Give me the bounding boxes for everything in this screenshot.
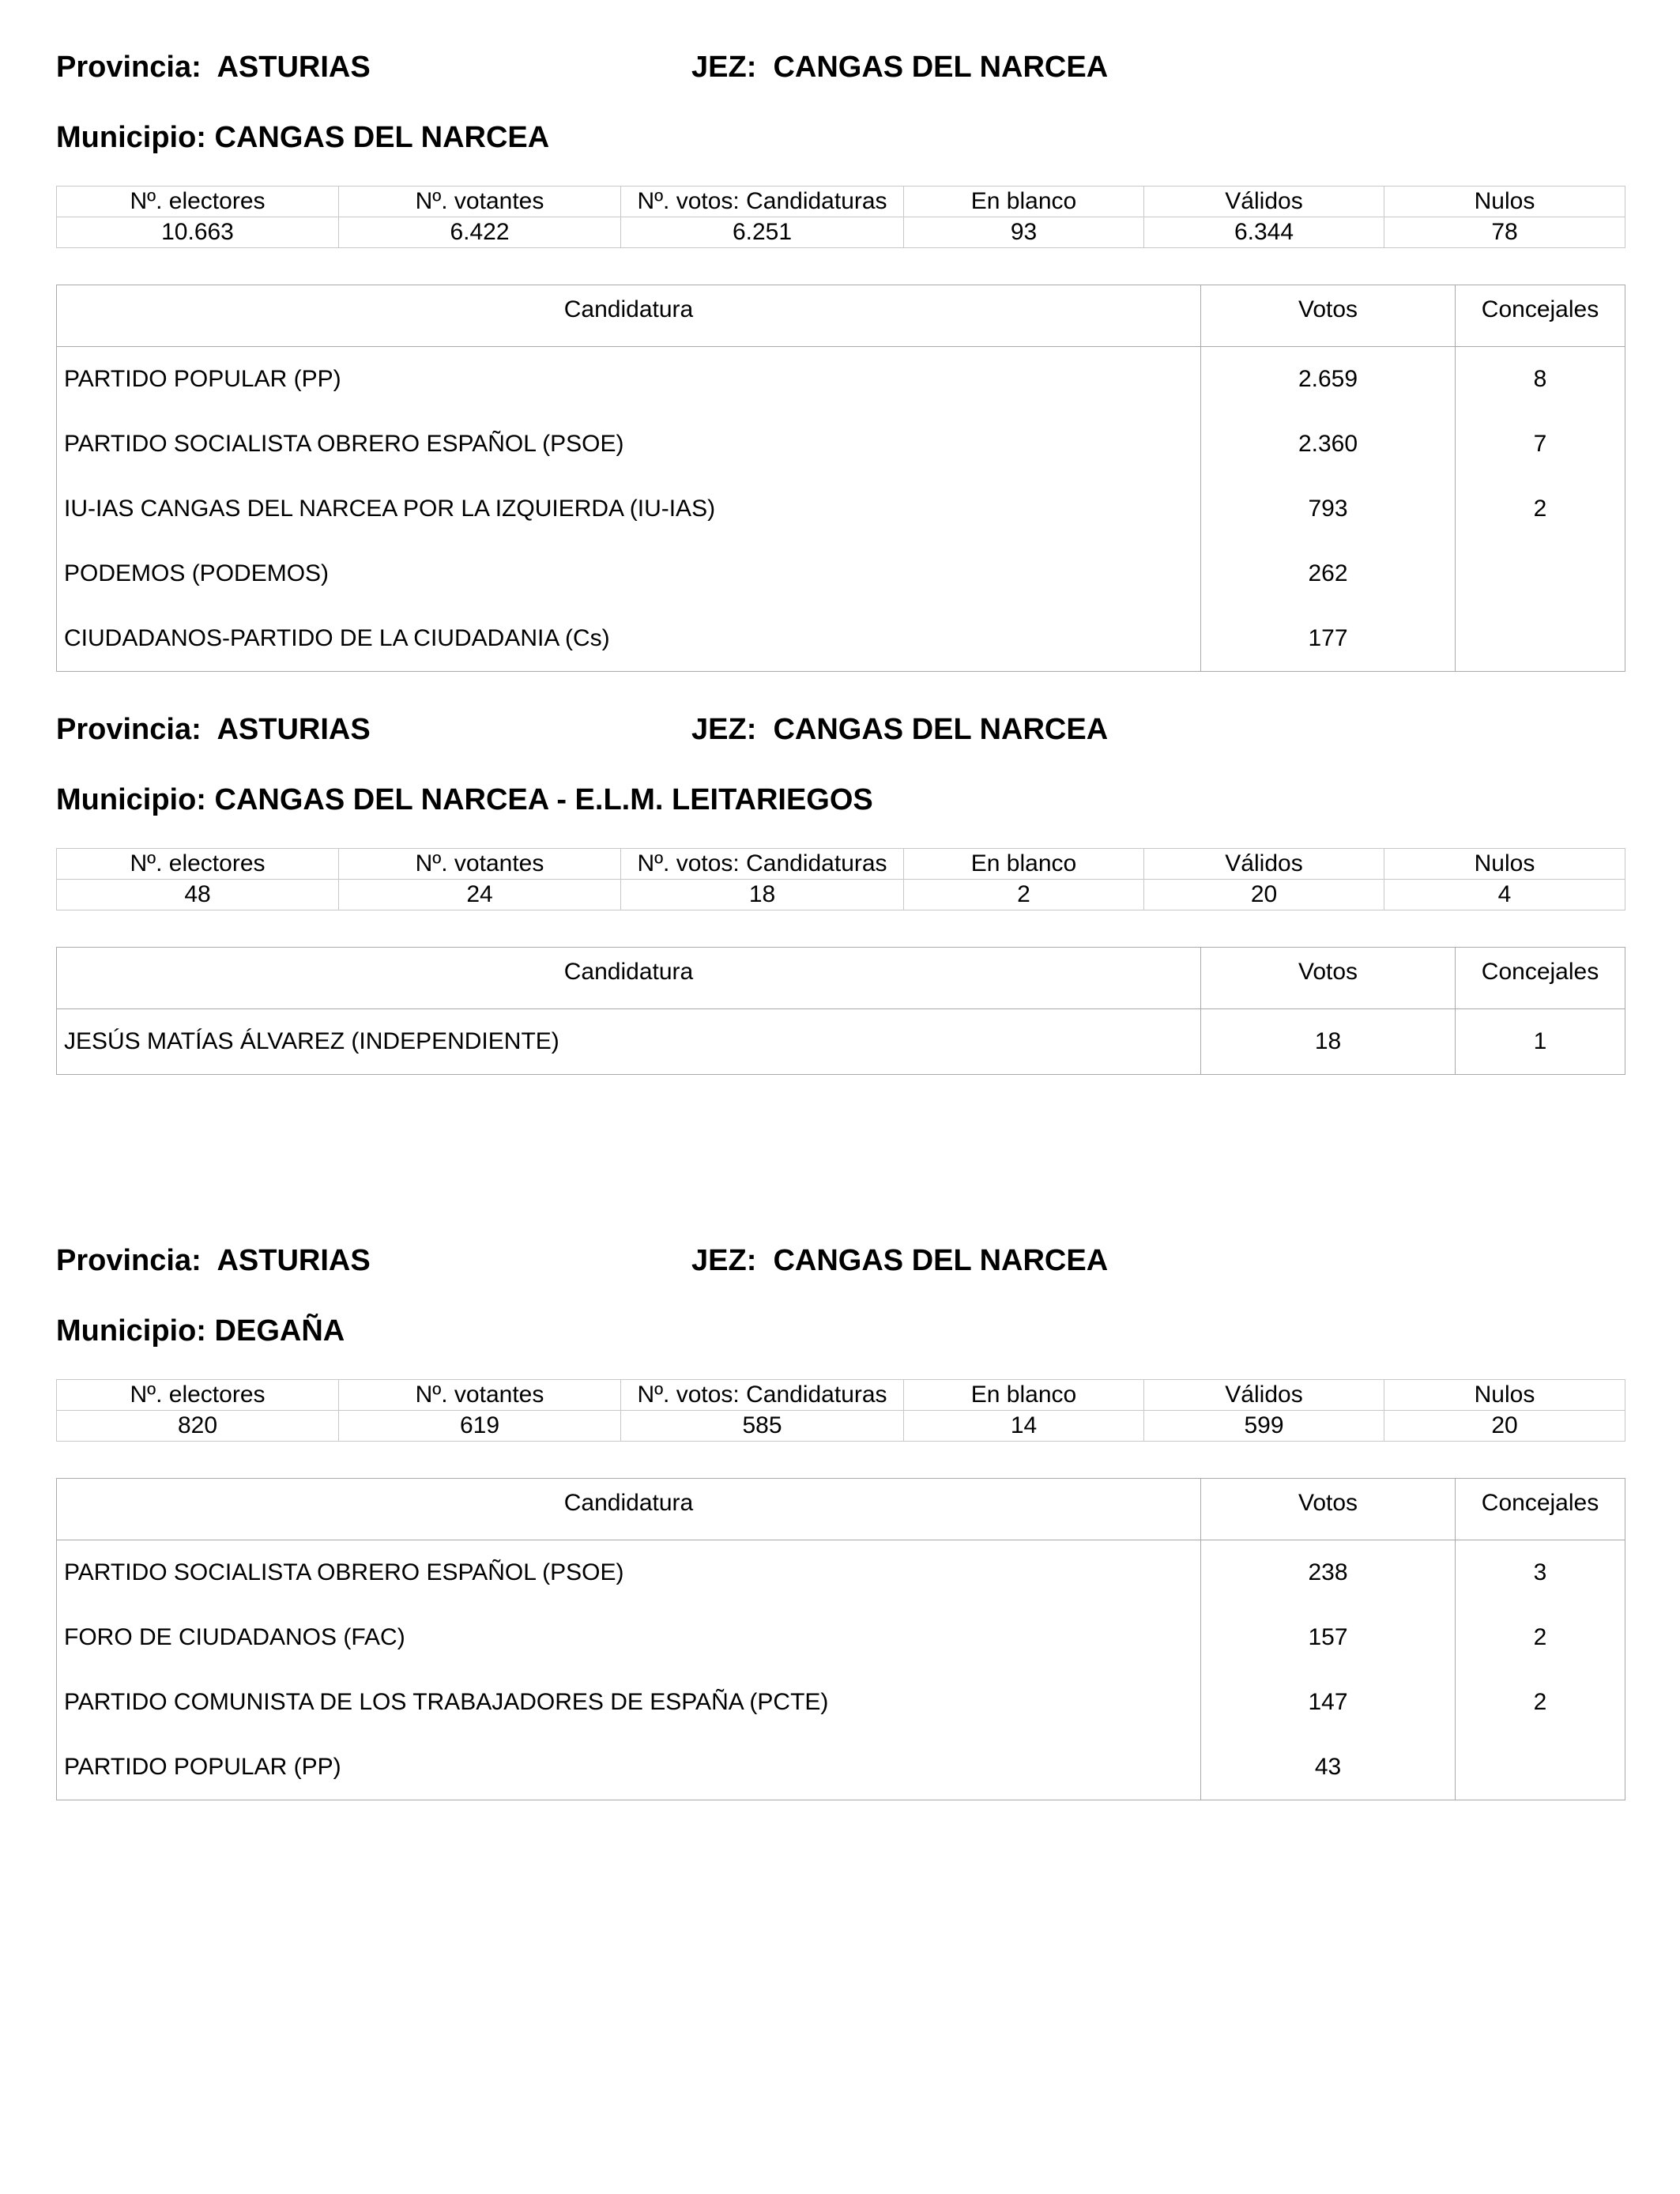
candidaturas-header-row (57, 285, 1625, 347)
jez-heading (691, 49, 1108, 85)
summary-value-cell: 24 (339, 880, 621, 910)
candidatura-concejales: 7 (1456, 412, 1625, 477)
candidatura-concejales (1456, 541, 1625, 606)
provincia-value: ASTURIAS (217, 1244, 371, 1277)
candidatura-name: PARTIDO SOCIALISTA OBRERO ESPAÑOL (PSOE) (57, 412, 1201, 477)
summary-header-cell: Válidos (1144, 1380, 1384, 1411)
votos-header: Votos (1201, 1479, 1456, 1540)
summary-table (56, 186, 1625, 248)
candidatura-votos: 177 (1201, 606, 1456, 672)
section-header (56, 49, 1625, 96)
candidatura-name: PARTIDO SOCIALISTA OBRERO ESPAÑOL (PSOE) (57, 1540, 1201, 1606)
municipio-value: CANGAS DEL NARCEA (214, 121, 550, 154)
candidatura-name: PODEMOS (PODEMOS) (57, 541, 1201, 606)
candidatura-row (57, 1735, 1625, 1800)
candidatura-name: FORO DE CIUDADANOS (FAC) (57, 1605, 1201, 1670)
municipio-value: CANGAS DEL NARCEA - E.L.M. LEITARIEGOS (214, 783, 873, 816)
candidatura-row (57, 606, 1625, 672)
summary-value-cell: 10.663 (57, 217, 339, 248)
municipio-value: DEGAÑA (214, 1314, 345, 1348)
section-cangas-del-narcea (56, 49, 1625, 651)
votos-header: Votos (1201, 285, 1456, 347)
summary-header-cell: Nº. electores (57, 849, 339, 880)
candidatura-concejales: 1 (1456, 1009, 1625, 1075)
jez-label: JEZ: (691, 713, 757, 746)
candidatura-concejales: 8 (1456, 347, 1625, 413)
summary-value-cell: 20 (1384, 1411, 1625, 1442)
jez-heading (691, 711, 1108, 748)
candidatura-votos: 147 (1201, 1670, 1456, 1735)
jez-value: CANGAS DEL NARCEA (773, 51, 1109, 84)
municipio-label: Municipio: (56, 121, 206, 154)
summary-table (56, 848, 1625, 910)
summary-header-cell: En blanco (904, 187, 1144, 217)
provincia-heading (56, 711, 371, 748)
section-header (56, 711, 1625, 759)
summary-header-cell: Válidos (1144, 849, 1384, 880)
summary-value-cell: 14 (904, 1411, 1144, 1442)
candidatura-concejales (1456, 606, 1625, 672)
candidatura-concejales: 3 (1456, 1540, 1625, 1606)
summary-header-cell: En blanco (904, 1380, 1144, 1411)
candidatura-name: CIUDADANOS-PARTIDO DE LA CIUDADANIA (Cs) (57, 606, 1201, 672)
summary-header-cell: Nº. electores (57, 187, 339, 217)
candidatura-row (57, 541, 1625, 606)
candidatura-votos: 238 (1201, 1540, 1456, 1606)
candidatura-name: PARTIDO COMUNISTA DE LOS TRABAJADORES DE ESPAÑA (PCTE) (57, 1670, 1201, 1735)
candidatura-row (57, 1540, 1625, 1606)
summary-header-cell: Nº. votantes (339, 849, 621, 880)
provincia-heading (56, 49, 371, 85)
candidatura-votos: 157 (1201, 1605, 1456, 1670)
jez-value: CANGAS DEL NARCEA (773, 713, 1109, 746)
summary-header-cell: Nº. votantes (339, 187, 621, 217)
summary-value-cell: 4 (1384, 880, 1625, 910)
jez-value: CANGAS DEL NARCEA (773, 1244, 1109, 1277)
summary-value-cell: 93 (904, 217, 1144, 248)
candidatura-header: Candidatura (57, 1479, 1201, 1540)
summary-value-cell: 2 (904, 880, 1144, 910)
candidatura-concejales: 2 (1456, 1605, 1625, 1670)
summary-header-row (57, 1380, 1625, 1411)
municipio-heading (56, 1313, 345, 1349)
concejales-header: Concejales (1456, 1479, 1625, 1540)
summary-value-cell: 585 (621, 1411, 904, 1442)
provincia-heading (56, 1242, 371, 1279)
provincia-label: Provincia: (56, 1244, 202, 1277)
summary-value-cell: 599 (1144, 1411, 1384, 1442)
summary-header-row (57, 187, 1625, 217)
municipio-label: Municipio: (56, 1314, 206, 1348)
candidatura-name: PARTIDO POPULAR (PP) (57, 347, 1201, 413)
candidatura-header: Candidatura (57, 285, 1201, 347)
candidatura-header: Candidatura (57, 948, 1201, 1009)
provincia-value: ASTURIAS (217, 51, 371, 84)
candidatura-votos: 18 (1201, 1009, 1456, 1075)
candidatura-row (57, 1605, 1625, 1670)
summary-header-cell: Nulos (1384, 187, 1625, 217)
municipio-label: Municipio: (56, 783, 206, 816)
candidatura-concejales (1456, 1735, 1625, 1800)
summary-value-cell: 6.251 (621, 217, 904, 248)
jez-label: JEZ: (691, 51, 757, 84)
summary-value-row (57, 217, 1625, 248)
summary-value-cell: 18 (621, 880, 904, 910)
section-leitariegos (56, 711, 1625, 1054)
candidaturas-header-row (57, 948, 1625, 1009)
summary-value-cell: 6.422 (339, 217, 621, 248)
candidatura-votos: 793 (1201, 477, 1456, 541)
summary-header-cell: Nº. votantes (339, 1380, 621, 1411)
candidatura-name: PARTIDO POPULAR (PP) (57, 1735, 1201, 1800)
summary-value-cell: 48 (57, 880, 339, 910)
candidatura-concejales: 2 (1456, 1670, 1625, 1735)
candidatura-votos: 43 (1201, 1735, 1456, 1800)
candidatura-votos: 2.360 (1201, 412, 1456, 477)
summary-value-cell: 78 (1384, 217, 1625, 248)
candidatura-row (57, 412, 1625, 477)
municipio-heading (56, 782, 873, 818)
summary-header-row (57, 849, 1625, 880)
summary-value-row (57, 880, 1625, 910)
jez-label: JEZ: (691, 1244, 757, 1277)
votos-header: Votos (1201, 948, 1456, 1009)
concejales-header: Concejales (1456, 948, 1625, 1009)
summary-header-cell: Nulos (1384, 849, 1625, 880)
summary-value-cell: 6.344 (1144, 217, 1384, 248)
summary-value-cell: 20 (1144, 880, 1384, 910)
section-degana (56, 1242, 1625, 1780)
summary-table (56, 1379, 1625, 1442)
candidatura-name: IU-IAS CANGAS DEL NARCEA POR LA IZQUIERDA (IU-IAS) (57, 477, 1201, 541)
summary-value-row (57, 1411, 1625, 1442)
summary-header-cell: Nº. votos: Candidaturas (621, 849, 904, 880)
candidatura-votos: 262 (1201, 541, 1456, 606)
concejales-header: Concejales (1456, 285, 1625, 347)
provincia-label: Provincia: (56, 51, 202, 84)
summary-header-cell: Nº. electores (57, 1380, 339, 1411)
section-header (56, 1242, 1625, 1290)
provincia-value: ASTURIAS (217, 713, 371, 746)
candidaturas-header-row (57, 1479, 1625, 1540)
jez-heading (691, 1242, 1108, 1279)
candidatura-row (57, 347, 1625, 413)
candidaturas-table (56, 1478, 1625, 1800)
municipio-heading (56, 119, 549, 156)
provincia-label: Provincia: (56, 713, 202, 746)
candidatura-concejales: 2 (1456, 477, 1625, 541)
summary-value-cell: 820 (57, 1411, 339, 1442)
summary-header-cell: Válidos (1144, 187, 1384, 217)
candidaturas-table (56, 947, 1625, 1075)
summary-header-cell: En blanco (904, 849, 1144, 880)
candidatura-row (57, 1009, 1625, 1075)
candidatura-row (57, 1670, 1625, 1735)
summary-value-cell: 619 (339, 1411, 621, 1442)
summary-header-cell: Nº. votos: Candidaturas (621, 187, 904, 217)
candidatura-name: JESÚS MATÍAS ÁLVAREZ (INDEPENDIENTE) (57, 1009, 1201, 1075)
candidatura-row (57, 477, 1625, 541)
summary-header-cell: Nulos (1384, 1380, 1625, 1411)
candidaturas-table (56, 285, 1625, 672)
candidatura-votos: 2.659 (1201, 347, 1456, 413)
summary-header-cell: Nº. votos: Candidaturas (621, 1380, 904, 1411)
